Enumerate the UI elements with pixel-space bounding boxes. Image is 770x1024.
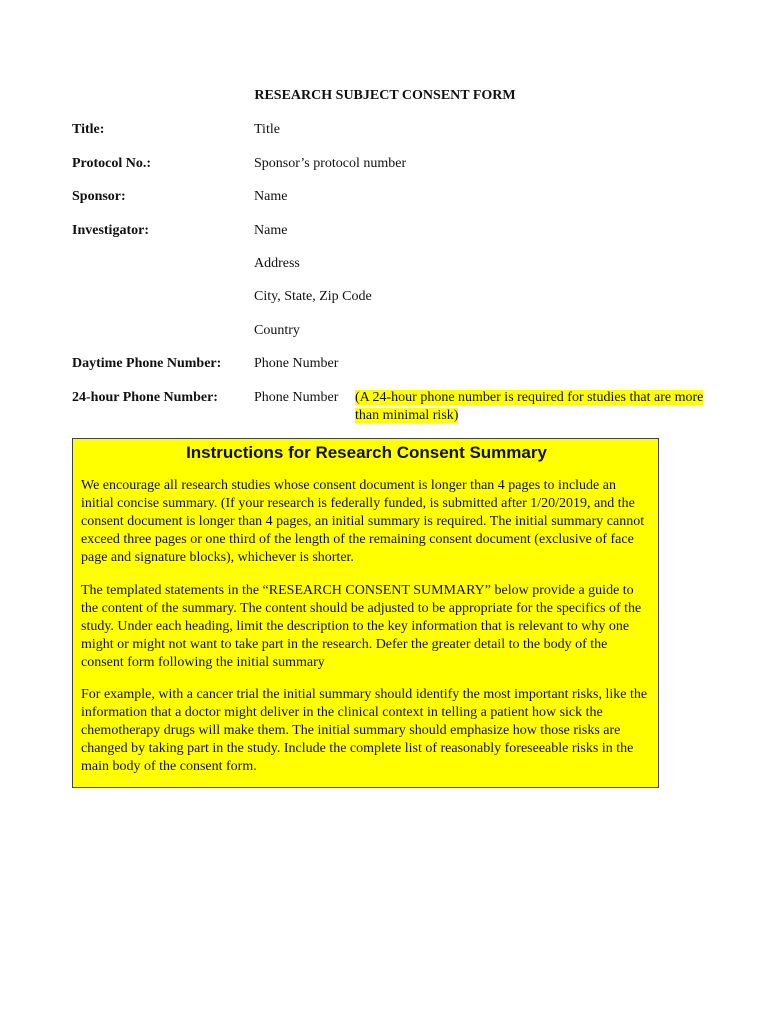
hour24-phone-note-text: (A 24-hour phone number is required for studies that are more than minimal risk)	[355, 390, 704, 423]
sponsor-label: Sponsor:	[72, 189, 126, 204]
protocol-label: Protocol No.:	[72, 156, 152, 171]
investigator-name: Name	[254, 223, 288, 238]
instructions-box	[72, 438, 659, 788]
protocol-value: Sponsor’s protocol number	[254, 156, 407, 171]
investigator-address: Address	[254, 256, 300, 271]
title-value: Title	[254, 122, 280, 137]
instructions-paragraph-1: We encourage all research studies whose consent document is longer than 4 pages to include an initial concise summary. (If your research is federally funded, is submitted after 1/20/2019, and the consent document is longer than 4 pages, an initial summary is required. The initial summary cannot exceed three pages or one third of the length of the remaining consent document (exclusive of face page and signature blocks), whichever is shorter.	[81, 478, 645, 565]
instructions-paragraph-2: The templated statements in the “RESEARCH CONSENT SUMMARY” below provide a guide to the content of the summary. The content should be adjusted to be appropriate for the specifics of the study. Under each heading, limit the description to the key information that is relevant to why one might or might not want to take part in the research. Defer the greater detail to the body of the consent form following the initial summary	[81, 583, 642, 670]
daytime-phone-label: Daytime Phone Number:	[72, 356, 222, 371]
instructions-heading: Instructions for Research Consent Summary	[186, 443, 547, 462]
hour24-phone-value: Phone Number	[254, 390, 339, 405]
title-label: Title:	[72, 122, 105, 137]
hour24-phone-note	[355, 389, 705, 425]
sponsor-value: Name	[254, 189, 288, 204]
investigator-city-state-zip: City, State, Zip Code	[254, 289, 372, 304]
investigator-country: Country	[254, 323, 300, 338]
investigator-label: Investigator:	[72, 223, 149, 238]
form-title: RESEARCH SUBJECT CONSENT FORM	[254, 88, 516, 103]
daytime-phone-value: Phone Number	[254, 356, 339, 371]
instructions-paragraph-3: For example, with a cancer trial the initial summary should identify the most important risks, like the information that a doctor might deliver in the clinical context in telling a patient how sick the chemotherapy drugs will make them. The initial summary should emphasize how those risks are changed by taking part in the study. Include the complete list of reasonably foreseeable risks in the main body of the consent form.	[81, 687, 648, 774]
hour24-phone-label: 24-hour Phone Number:	[72, 390, 218, 405]
